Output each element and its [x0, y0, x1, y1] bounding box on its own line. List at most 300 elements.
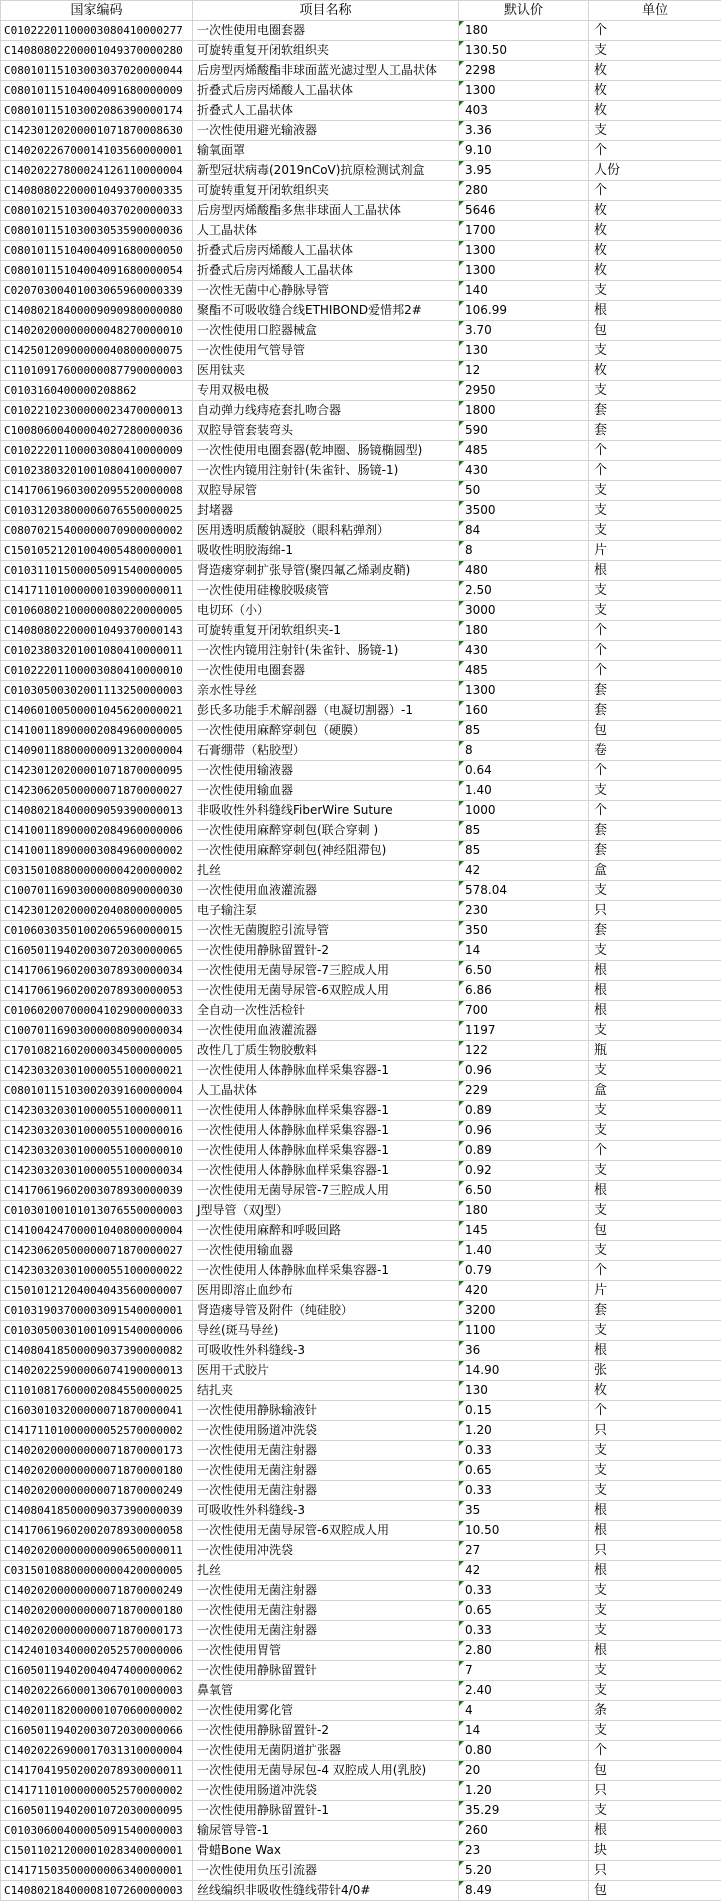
national-code-cell[interactable]: C14230320301000055100000022	[1, 1261, 193, 1281]
default-price-cell[interactable]	[459, 1661, 589, 1681]
item-name-cell[interactable]: 折叠式后房丙烯酸人工晶状体	[193, 81, 459, 101]
default-price-cell[interactable]	[459, 481, 589, 501]
column-header-national-code[interactable]: 国家编码	[1, 1, 193, 21]
unit-cell[interactable]: 套	[589, 421, 721, 441]
item-name-cell[interactable]: 一次性使用胃管	[193, 1641, 459, 1661]
item-name-cell[interactable]: 医用干式胶片	[193, 1361, 459, 1381]
national-code-cell[interactable]: C14230320301000055100000011	[1, 1101, 193, 1121]
default-price-cell[interactable]	[459, 1721, 589, 1741]
item-name-cell[interactable]: 一次性内镜用注射针(朱雀针、肠镜-1)	[193, 461, 459, 481]
national-code-cell[interactable]: C16030103200000071870000041	[1, 1401, 193, 1421]
national-code-cell[interactable]: C08010115103002039160000004	[1, 1081, 193, 1101]
item-name-cell[interactable]: 可吸收性外科缝线-3	[193, 1501, 459, 1521]
default-price-cell[interactable]	[459, 341, 589, 361]
item-name-cell[interactable]: 一次性使用无菌注射器	[193, 1581, 459, 1601]
default-price-cell[interactable]	[459, 621, 589, 641]
default-price-cell[interactable]	[459, 421, 589, 441]
unit-cell[interactable]: 人份	[589, 161, 721, 181]
default-price-cell[interactable]	[459, 1781, 589, 1801]
item-name-cell[interactable]: 一次性使用静脉留置针-2	[193, 941, 459, 961]
unit-cell[interactable]: 支	[589, 521, 721, 541]
national-code-cell[interactable]: C11010917600000087790000003	[1, 361, 193, 381]
default-price-cell[interactable]	[459, 1181, 589, 1201]
national-code-cell[interactable]: C15011021200001028340000001	[1, 1841, 193, 1861]
unit-cell[interactable]: 片	[589, 1281, 721, 1301]
item-name-cell[interactable]: 全自动一次性活检针	[193, 1001, 459, 1021]
national-code-cell[interactable]: C14060100500001045620000021	[1, 701, 193, 721]
national-code-cell[interactable]: C14100118900003084960000002	[1, 841, 193, 861]
unit-cell[interactable]: 支	[589, 1441, 721, 1461]
default-price-cell[interactable]	[459, 101, 589, 121]
item-name-cell[interactable]: 可旋转重复开闭软组织夹	[193, 41, 459, 61]
national-code-cell[interactable]: C14020118200000107060000002	[1, 1701, 193, 1721]
national-code-cell[interactable]: C01030100101013076550000003	[1, 1201, 193, 1221]
default-price-cell[interactable]	[459, 781, 589, 801]
unit-cell[interactable]: 支	[589, 601, 721, 621]
unit-cell[interactable]: 包	[589, 1221, 721, 1241]
unit-cell[interactable]: 条	[589, 1701, 721, 1721]
unit-cell[interactable]: 支	[589, 1481, 721, 1501]
default-price-cell[interactable]	[459, 901, 589, 921]
item-name-cell[interactable]: 可旋转重复开闭软组织夹-1	[193, 621, 459, 641]
unit-cell[interactable]: 支	[589, 1461, 721, 1481]
item-name-cell[interactable]: 一次性使用电圈套器	[193, 661, 459, 681]
item-name-cell[interactable]: 一次性使用人体静脉血样采集容器-1	[193, 1101, 459, 1121]
item-name-cell[interactable]: 一次性使用雾化管	[193, 1701, 459, 1721]
national-code-cell[interactable]: C11010817600002084550000025	[1, 1381, 193, 1401]
item-name-cell[interactable]: 一次性使用无菌注射器	[193, 1481, 459, 1501]
item-name-cell[interactable]: 一次性使用麻醉穿刺包(神经阻滞包)	[193, 841, 459, 861]
default-price-cell[interactable]	[459, 461, 589, 481]
item-name-cell[interactable]: 扎丝	[193, 861, 459, 881]
unit-cell[interactable]: 支	[589, 481, 721, 501]
default-price-cell[interactable]	[459, 601, 589, 621]
national-code-cell[interactable]: C14230320301000055100000034	[1, 1161, 193, 1181]
unit-cell[interactable]: 根	[589, 1641, 721, 1661]
national-code-cell[interactable]: C08010115104004091680000050	[1, 241, 193, 261]
default-price-cell[interactable]	[459, 1881, 589, 1901]
unit-cell[interactable]: 张	[589, 1361, 721, 1381]
item-name-cell[interactable]: 一次性使用血液灌流器	[193, 1021, 459, 1041]
item-name-cell[interactable]: 后房型丙烯酸酯非球面蓝光滤过型人工晶状体	[193, 61, 459, 81]
item-name-cell[interactable]: 一次性使用人体静脉血样采集容器-1	[193, 1141, 459, 1161]
national-code-cell[interactable]: C14230620500000071870000027	[1, 781, 193, 801]
national-code-cell[interactable]: C14170619602003078930000039	[1, 1181, 193, 1201]
default-price-cell[interactable]	[459, 841, 589, 861]
unit-cell[interactable]: 枚	[589, 61, 721, 81]
item-name-cell[interactable]: 亲水性导丝	[193, 681, 459, 701]
unit-cell[interactable]: 枚	[589, 221, 721, 241]
unit-cell[interactable]: 卷	[589, 741, 721, 761]
default-price-cell[interactable]	[459, 801, 589, 821]
default-price-cell[interactable]	[459, 1861, 589, 1881]
unit-cell[interactable]: 枚	[589, 1381, 721, 1401]
national-code-cell[interactable]: C08010115104004091680000009	[1, 81, 193, 101]
default-price-cell[interactable]	[459, 441, 589, 461]
national-code-cell[interactable]: C08010115103003053590000036	[1, 221, 193, 241]
default-price-cell[interactable]	[459, 1821, 589, 1841]
default-price-cell[interactable]	[459, 641, 589, 661]
item-name-cell[interactable]: 折叠式后房丙烯酸人工晶状体	[193, 261, 459, 281]
item-name-cell[interactable]: 一次性使用输血器	[193, 1241, 459, 1261]
default-price-cell[interactable]	[459, 721, 589, 741]
national-code-cell[interactable]: C14020200000000071870000173	[1, 1441, 193, 1461]
default-price-cell[interactable]	[459, 281, 589, 301]
national-code-cell[interactable]: C08010115103003037020000044	[1, 61, 193, 81]
item-name-cell[interactable]: 一次性使用无菌导尿管-6双腔成人用	[193, 1521, 459, 1541]
national-code-cell[interactable]: C14171101000000103900000011	[1, 581, 193, 601]
national-code-cell[interactable]: C14020200000000071870000249	[1, 1481, 193, 1501]
item-name-cell[interactable]: 人工晶状体	[193, 1081, 459, 1101]
default-price-cell[interactable]	[459, 181, 589, 201]
national-code-cell[interactable]: C16050119402003072030000066	[1, 1721, 193, 1741]
item-name-cell[interactable]: 可吸收性外科缝线-3	[193, 1341, 459, 1361]
default-price-cell[interactable]	[459, 1461, 589, 1481]
default-price-cell[interactable]	[459, 541, 589, 561]
national-code-cell[interactable]: C01022201100003080410000009	[1, 441, 193, 461]
default-price-cell[interactable]	[459, 561, 589, 581]
national-code-cell[interactable]: C14170619602003078930000034	[1, 961, 193, 981]
item-name-cell[interactable]: 折叠式后房丙烯酸人工晶状体	[193, 241, 459, 261]
item-name-cell[interactable]: 一次性使用无菌导尿管-7三腔成人用	[193, 1181, 459, 1201]
default-price-cell[interactable]	[459, 1021, 589, 1041]
item-name-cell[interactable]: 一次性使用无菌阴道扩张器	[193, 1741, 459, 1761]
unit-cell[interactable]: 包	[589, 321, 721, 341]
national-code-cell[interactable]: C01030500302001113250000003	[1, 681, 193, 701]
unit-cell[interactable]: 支	[589, 1241, 721, 1261]
default-price-cell[interactable]	[459, 81, 589, 101]
national-code-cell[interactable]: C15010521201004005480000001	[1, 541, 193, 561]
unit-cell[interactable]: 根	[589, 1001, 721, 1021]
item-name-cell[interactable]: 一次性无菌中心静脉导管	[193, 281, 459, 301]
default-price-cell[interactable]	[459, 741, 589, 761]
unit-cell[interactable]: 根	[589, 1521, 721, 1541]
default-price-cell[interactable]	[459, 1281, 589, 1301]
default-price-cell[interactable]	[459, 681, 589, 701]
item-name-cell[interactable]: 一次性使用麻醉和呼吸回路	[193, 1221, 459, 1241]
default-price-cell[interactable]	[459, 1401, 589, 1421]
national-code-cell[interactable]: C14171101000000052570000002	[1, 1421, 193, 1441]
national-code-cell[interactable]: C01031203800006076550000025	[1, 501, 193, 521]
unit-cell[interactable]: 个	[589, 461, 721, 481]
default-price-cell[interactable]	[459, 1121, 589, 1141]
national-code-cell[interactable]: C14170619602002078930000053	[1, 981, 193, 1001]
unit-cell[interactable]: 支	[589, 41, 721, 61]
unit-cell[interactable]: 套	[589, 821, 721, 841]
default-price-cell[interactable]	[459, 1641, 589, 1661]
item-name-cell[interactable]: 一次性使用人体静脉血样采集容器-1	[193, 1061, 459, 1081]
default-price-cell[interactable]	[459, 1841, 589, 1861]
item-name-cell[interactable]: 结扎夹	[193, 1381, 459, 1401]
unit-cell[interactable]: 根	[589, 561, 721, 581]
unit-cell[interactable]: 支	[589, 341, 721, 361]
unit-cell[interactable]: 支	[589, 941, 721, 961]
item-name-cell[interactable]: 电子输注泵	[193, 901, 459, 921]
default-price-cell[interactable]	[459, 1101, 589, 1121]
unit-cell[interactable]: 枚	[589, 241, 721, 261]
default-price-cell[interactable]	[459, 1421, 589, 1441]
national-code-cell[interactable]: C14230120200001071870000095	[1, 761, 193, 781]
item-name-cell[interactable]: 双腔导管套装弯头	[193, 421, 459, 441]
item-name-cell[interactable]: 一次性使用输血器	[193, 781, 459, 801]
item-name-cell[interactable]: 石膏绷带（粘胶型）	[193, 741, 459, 761]
unit-cell[interactable]: 支	[589, 1621, 721, 1641]
national-code-cell[interactable]: C10070116903000008090000034	[1, 1021, 193, 1041]
item-name-cell[interactable]: 医用即溶止血纱布	[193, 1281, 459, 1301]
unit-cell[interactable]: 支	[589, 781, 721, 801]
national-code-cell[interactable]: C14100424700001040800000004	[1, 1221, 193, 1241]
unit-cell[interactable]: 支	[589, 381, 721, 401]
national-code-cell[interactable]: C16050119402004047400000062	[1, 1661, 193, 1681]
unit-cell[interactable]: 个	[589, 1261, 721, 1281]
unit-cell[interactable]: 套	[589, 921, 721, 941]
default-price-cell[interactable]	[459, 201, 589, 221]
default-price-cell[interactable]	[459, 921, 589, 941]
item-name-cell[interactable]: 吸收性明胶海绵-1	[193, 541, 459, 561]
national-code-cell[interactable]: C08010215103004037020000033	[1, 201, 193, 221]
item-name-cell[interactable]: 导丝(斑马导丝)	[193, 1321, 459, 1341]
unit-cell[interactable]: 个	[589, 141, 721, 161]
item-name-cell[interactable]: 双腔导尿管	[193, 481, 459, 501]
default-price-cell[interactable]	[459, 881, 589, 901]
national-code-cell[interactable]: C17010821602000034500000005	[1, 1041, 193, 1061]
unit-cell[interactable]: 支	[589, 1321, 721, 1341]
default-price-cell[interactable]	[459, 981, 589, 1001]
default-price-cell[interactable]	[459, 1581, 589, 1601]
default-price-cell[interactable]	[459, 241, 589, 261]
unit-cell[interactable]: 支	[589, 1161, 721, 1181]
unit-cell[interactable]: 个	[589, 661, 721, 681]
unit-cell[interactable]: 盒	[589, 1081, 721, 1101]
column-header-item-name[interactable]: 项目名称	[193, 1, 459, 21]
item-name-cell[interactable]: 输氧面罩	[193, 141, 459, 161]
unit-cell[interactable]: 个	[589, 1741, 721, 1761]
unit-cell[interactable]: 支	[589, 1801, 721, 1821]
item-name-cell[interactable]: 一次性使用无菌注射器	[193, 1601, 459, 1621]
default-price-cell[interactable]	[459, 861, 589, 881]
item-name-cell[interactable]: 改性几丁质生物胶敷料	[193, 1041, 459, 1061]
default-price-cell[interactable]	[459, 661, 589, 681]
default-price-cell[interactable]	[459, 521, 589, 541]
national-code-cell[interactable]: C01030600400005091540000003	[1, 1821, 193, 1841]
unit-cell[interactable]: 支	[589, 581, 721, 601]
default-price-cell[interactable]	[459, 1061, 589, 1081]
default-price-cell[interactable]	[459, 1161, 589, 1181]
national-code-cell[interactable]: C14240103400002052570000006	[1, 1641, 193, 1661]
unit-cell[interactable]: 支	[589, 1721, 721, 1741]
item-name-cell[interactable]: 一次性使用人体静脉血样采集容器-1	[193, 1261, 459, 1281]
unit-cell[interactable]: 支	[589, 1021, 721, 1041]
national-code-cell[interactable]: C01023803201001080410000011	[1, 641, 193, 661]
national-code-cell[interactable]: C14080418500009037390000082	[1, 1341, 193, 1361]
default-price-cell[interactable]	[459, 1341, 589, 1361]
default-price-cell[interactable]	[459, 301, 589, 321]
item-name-cell[interactable]: 一次性使用无菌注射器	[193, 1441, 459, 1461]
unit-cell[interactable]: 个	[589, 21, 721, 41]
default-price-cell[interactable]	[459, 941, 589, 961]
unit-cell[interactable]: 只	[589, 1861, 721, 1881]
national-code-cell[interactable]: C14080802200001049370000335	[1, 181, 193, 201]
default-price-cell[interactable]	[459, 1141, 589, 1161]
national-code-cell[interactable]: C14170619603002095520000008	[1, 481, 193, 501]
item-name-cell[interactable]: 一次性使用人体静脉血样采集容器-1	[193, 1161, 459, 1181]
unit-cell[interactable]: 根	[589, 1821, 721, 1841]
default-price-cell[interactable]	[459, 1801, 589, 1821]
default-price-cell[interactable]	[459, 1701, 589, 1721]
unit-cell[interactable]: 支	[589, 1121, 721, 1141]
default-price-cell[interactable]	[459, 141, 589, 161]
item-name-cell[interactable]: 医用透明质酸钠凝胶（眼科粘弹剂）	[193, 521, 459, 541]
default-price-cell[interactable]	[459, 1481, 589, 1501]
unit-cell[interactable]: 瓶	[589, 1041, 721, 1061]
item-name-cell[interactable]: 一次性使用肠道冲洗袋	[193, 1421, 459, 1441]
item-name-cell[interactable]: 丝线编织非吸收性缝线带针4/0#	[193, 1881, 459, 1901]
default-price-cell[interactable]	[459, 1761, 589, 1781]
column-header-unit[interactable]: 单位	[589, 1, 721, 21]
unit-cell[interactable]: 支	[589, 1101, 721, 1121]
item-name-cell[interactable]: 一次性使用静脉留置针	[193, 1661, 459, 1681]
unit-cell[interactable]: 支	[589, 1661, 721, 1681]
item-name-cell[interactable]: 后房型丙烯酸酯多焦非球面人工晶状体	[193, 201, 459, 221]
national-code-cell[interactable]: C01060802100000080220000005	[1, 601, 193, 621]
item-name-cell[interactable]: 骨蜡Bone Wax	[193, 1841, 459, 1861]
national-code-cell[interactable]: C01022201100003080410000277	[1, 21, 193, 41]
default-price-cell[interactable]	[459, 581, 589, 601]
item-name-cell[interactable]: 可旋转重复开闭软组织夹	[193, 181, 459, 201]
item-name-cell[interactable]: 一次性使用气管导管	[193, 341, 459, 361]
national-code-cell[interactable]: C08010115103002086390000174	[1, 101, 193, 121]
default-price-cell[interactable]	[459, 1441, 589, 1461]
unit-cell[interactable]: 个	[589, 761, 721, 781]
unit-cell[interactable]: 包	[589, 1761, 721, 1781]
unit-cell[interactable]: 个	[589, 641, 721, 661]
unit-cell[interactable]: 根	[589, 961, 721, 981]
unit-cell[interactable]: 支	[589, 1061, 721, 1081]
item-name-cell[interactable]: 一次性使用无菌导尿管-6双腔成人用	[193, 981, 459, 1001]
national-code-cell[interactable]: C14080218400008107260000003	[1, 1881, 193, 1901]
unit-cell[interactable]: 根	[589, 1341, 721, 1361]
item-name-cell[interactable]: 一次性无菌腹腔引流导管	[193, 921, 459, 941]
default-price-cell[interactable]	[459, 1301, 589, 1321]
national-code-cell[interactable]: C14080218400009090980000080	[1, 301, 193, 321]
item-name-cell[interactable]: 输尿管导管-1	[193, 1821, 459, 1841]
item-name-cell[interactable]: 一次性使用静脉输液针	[193, 1401, 459, 1421]
national-code-cell[interactable]: C14090118800000091320000004	[1, 741, 193, 761]
unit-cell[interactable]: 套	[589, 841, 721, 861]
unit-cell[interactable]: 套	[589, 1301, 721, 1321]
national-code-cell[interactable]: C08070215400000070900000002	[1, 521, 193, 541]
national-code-cell[interactable]: C14230320301000055100000010	[1, 1141, 193, 1161]
default-price-cell[interactable]	[459, 1681, 589, 1701]
national-code-cell[interactable]: C14020200000000071870000180	[1, 1461, 193, 1481]
item-name-cell[interactable]: 一次性使用无菌注射器	[193, 1461, 459, 1481]
default-price-cell[interactable]	[459, 1561, 589, 1581]
item-name-cell[interactable]: 一次性使用口腔器械盒	[193, 321, 459, 341]
default-price-cell[interactable]	[459, 1521, 589, 1541]
default-price-cell[interactable]	[459, 1541, 589, 1561]
national-code-cell[interactable]: C14020200000000090650000011	[1, 1541, 193, 1561]
national-code-cell[interactable]: C14020200000000071870000180	[1, 1601, 193, 1621]
unit-cell[interactable]: 套	[589, 701, 721, 721]
unit-cell[interactable]: 片	[589, 541, 721, 561]
default-price-cell[interactable]	[459, 261, 589, 281]
item-name-cell[interactable]: 一次性使用负压引流器	[193, 1861, 459, 1881]
national-code-cell[interactable]: C01022102300000023470000013	[1, 401, 193, 421]
item-name-cell[interactable]: 彭氏多功能手术解剖器（电凝切割器）-1	[193, 701, 459, 721]
default-price-cell[interactable]	[459, 501, 589, 521]
default-price-cell[interactable]	[459, 1001, 589, 1021]
unit-cell[interactable]: 根	[589, 301, 721, 321]
item-name-cell[interactable]: 电切环（小）	[193, 601, 459, 621]
default-price-cell[interactable]	[459, 1201, 589, 1221]
item-name-cell[interactable]: 一次性使用人体静脉血样采集容器-1	[193, 1121, 459, 1141]
national-code-cell[interactable]: C14100118900002084960000006	[1, 821, 193, 841]
default-price-cell[interactable]	[459, 361, 589, 381]
national-code-cell[interactable]: C01060200700004102900000033	[1, 1001, 193, 1021]
default-price-cell[interactable]	[459, 1221, 589, 1241]
unit-cell[interactable]: 枚	[589, 81, 721, 101]
item-name-cell[interactable]: 一次性使用电圈套器(乾坤圈、肠镜椭圆型)	[193, 441, 459, 461]
default-price-cell[interactable]	[459, 221, 589, 241]
unit-cell[interactable]: 个	[589, 801, 721, 821]
national-code-cell[interactable]: C14080218400009059390000013	[1, 801, 193, 821]
national-code-cell[interactable]: C14080418500009037390000039	[1, 1501, 193, 1521]
national-code-cell[interactable]: C16050119402003072030000065	[1, 941, 193, 961]
item-name-cell[interactable]: 肾造瘘穿刺扩张导管(聚四氟乙烯剥皮鞘)	[193, 561, 459, 581]
default-price-cell[interactable]	[459, 821, 589, 841]
unit-cell[interactable]: 包	[589, 1881, 721, 1901]
item-name-cell[interactable]: 一次性使用麻醉穿刺包（硬膜）	[193, 721, 459, 741]
national-code-cell[interactable]: C14020227800024126110000004	[1, 161, 193, 181]
national-code-cell[interactable]: C14020200000000071870000173	[1, 1621, 193, 1641]
default-price-cell[interactable]	[459, 1501, 589, 1521]
default-price-cell[interactable]	[459, 1601, 589, 1621]
unit-cell[interactable]: 枚	[589, 201, 721, 221]
default-price-cell[interactable]	[459, 161, 589, 181]
unit-cell[interactable]: 根	[589, 1501, 721, 1521]
item-name-cell[interactable]: 人工晶状体	[193, 221, 459, 241]
item-name-cell[interactable]: 专用双极电极	[193, 381, 459, 401]
national-code-cell[interactable]: C14230120200001071870008630	[1, 121, 193, 141]
item-name-cell[interactable]: 封堵器	[193, 501, 459, 521]
national-code-cell[interactable]: C14230320301000055100000021	[1, 1061, 193, 1081]
item-name-cell[interactable]: 医用钛夹	[193, 361, 459, 381]
default-price-cell[interactable]	[459, 1081, 589, 1101]
unit-cell[interactable]: 支	[589, 121, 721, 141]
national-code-cell[interactable]: C02070300401003065960000339	[1, 281, 193, 301]
national-code-cell[interactable]: C03150108800000000420000002	[1, 861, 193, 881]
unit-cell[interactable]: 个	[589, 621, 721, 641]
national-code-cell[interactable]: C14230620500000071870000027	[1, 1241, 193, 1261]
item-name-cell[interactable]: 一次性使用无菌导尿包-4 双腔成人用(乳胶)	[193, 1761, 459, 1781]
national-code-cell[interactable]: C01022201100003080410000010	[1, 661, 193, 681]
national-code-cell[interactable]: C01031903700003091540000001	[1, 1301, 193, 1321]
national-code-cell[interactable]: C14250120900000040800000075	[1, 341, 193, 361]
unit-cell[interactable]: 包	[589, 721, 721, 741]
unit-cell[interactable]: 根	[589, 1561, 721, 1581]
default-price-cell[interactable]	[459, 41, 589, 61]
unit-cell[interactable]: 支	[589, 1681, 721, 1701]
item-name-cell[interactable]: 聚酯不可吸收缝合线ETHIBOND爱惜邦2#	[193, 301, 459, 321]
national-code-cell[interactable]: C0103160400000208862	[1, 381, 193, 401]
national-code-cell[interactable]: C14020200000000071870000249	[1, 1581, 193, 1601]
unit-cell[interactable]: 块	[589, 1841, 721, 1861]
default-price-cell[interactable]	[459, 61, 589, 81]
default-price-cell[interactable]	[459, 701, 589, 721]
default-price-cell[interactable]	[459, 321, 589, 341]
default-price-cell[interactable]	[459, 1741, 589, 1761]
national-code-cell[interactable]: C08010115104004091680000054	[1, 261, 193, 281]
